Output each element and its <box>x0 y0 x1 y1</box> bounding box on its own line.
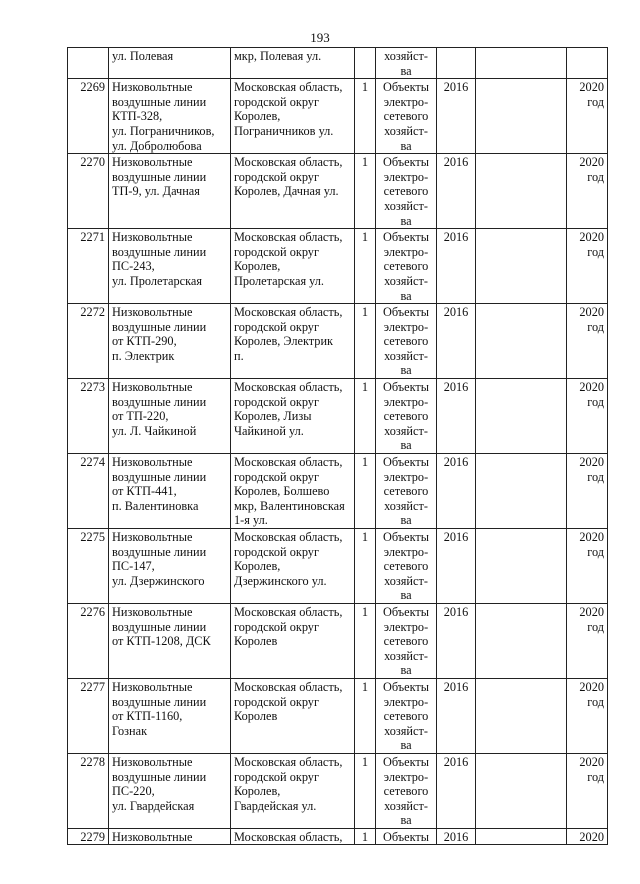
plan-year-cell: 2020 год <box>567 753 608 828</box>
empty-cell <box>476 229 567 304</box>
quantity-cell: 1 <box>355 454 376 529</box>
table-row <box>68 154 608 229</box>
object-type-cell: хозяйст- ва <box>376 48 437 79</box>
object-name-cell: Низковольтные воздушные линии ПС-220, ул. Гвардейская <box>109 753 231 828</box>
object-name-cell: Низковольтные воздушные линии от КТП-1160, Гознак <box>109 678 231 753</box>
plan-year-cell: 2020 год <box>567 154 608 229</box>
plan-year-cell: 2020 год <box>567 79 608 154</box>
empty-cell <box>476 678 567 753</box>
quantity-cell: 1 <box>355 603 376 678</box>
address-cell: Московская область, <box>231 828 355 845</box>
row-number-cell: 2275 <box>68 529 109 604</box>
empty-cell <box>476 529 567 604</box>
table-row <box>68 79 608 154</box>
object-type-cell: Объекты электро- сетевого хозяйст- ва <box>376 529 437 604</box>
table-row <box>68 379 608 454</box>
row-number-cell: 2273 <box>68 379 109 454</box>
object-name-cell: Низковольтные воздушные линии ПС-147, ул. Дзержинского <box>109 529 231 604</box>
plan-year-cell: 2020 год <box>567 603 608 678</box>
object-name-cell: Низковольтные воздушные линии ПС-243, ул. Пролетарская <box>109 229 231 304</box>
address-cell: Московская область, городской округ Королев, Болшево мкр, Валентиновская 1-я ул. <box>231 454 355 529</box>
table-row <box>68 304 608 379</box>
plan-year-cell: 2020 год <box>567 379 608 454</box>
year-cell <box>437 48 476 79</box>
address-cell: Московская область, городской округ Королев, Лизы Чайкиной ул. <box>231 379 355 454</box>
empty-cell <box>476 454 567 529</box>
address-cell: Московская область, городской округ Королев <box>231 603 355 678</box>
empty-cell <box>476 154 567 229</box>
quantity-cell: 1 <box>355 529 376 604</box>
object-name-cell: Низковольтные воздушные линии от КТП-1208, ДСК <box>109 603 231 678</box>
empty-cell <box>476 379 567 454</box>
table-row-continuation <box>68 48 608 79</box>
plan-year-cell: 2020 год <box>567 229 608 304</box>
plan-year-cell: 2020 год <box>567 678 608 753</box>
row-number-cell: 2276 <box>68 603 109 678</box>
plan-year-cell <box>567 48 608 79</box>
object-type-cell: Объекты электро- сетевого хозяйст- ва <box>376 229 437 304</box>
empty-cell <box>476 603 567 678</box>
quantity-cell: 1 <box>355 379 376 454</box>
quantity-cell: 1 <box>355 753 376 828</box>
object-type-cell: Объекты <box>376 828 437 845</box>
table-row <box>68 678 608 753</box>
object-type-cell: Объекты электро- сетевого хозяйст- ва <box>376 753 437 828</box>
quantity-cell: 1 <box>355 79 376 154</box>
object-type-cell: Объекты электро- сетевого хозяйст- ва <box>376 603 437 678</box>
address-cell: Московская область, городской округ Королев, Электрик п. <box>231 304 355 379</box>
object-name-cell: Низковольтные воздушные линии ТП-9, ул. Дачная <box>109 154 231 229</box>
row-number-cell: 2269 <box>68 79 109 154</box>
row-number-cell: 2277 <box>68 678 109 753</box>
address-cell: Московская область, городской округ Королев, Гвардейская ул. <box>231 753 355 828</box>
row-number-cell: 2272 <box>68 304 109 379</box>
empty-cell <box>476 828 567 845</box>
object-type-cell: Объекты электро- сетевого хозяйст- ва <box>376 678 437 753</box>
row-number-cell: 2279 <box>68 828 109 845</box>
year-cell: 2016 <box>437 678 476 753</box>
address-cell: Московская область, городской округ Королев, Пограничников ул. <box>231 79 355 154</box>
row-number-cell: 2270 <box>68 154 109 229</box>
object-name-cell: Низковольтные воздушные линии от КТП-290, п. Электрик <box>109 304 231 379</box>
object-name-cell: Низковольтные воздушные линии от ТП-220, ул. Л. Чайкиной <box>109 379 231 454</box>
object-type-cell: Объекты электро- сетевого хозяйст- ва <box>376 154 437 229</box>
page-number: 193 <box>310 30 330 45</box>
row-number-cell: 2274 <box>68 454 109 529</box>
row-number-cell: 2271 <box>68 229 109 304</box>
quantity-cell: 1 <box>355 678 376 753</box>
year-cell: 2016 <box>437 154 476 229</box>
object-name-cell: ул. Полевая <box>109 48 231 79</box>
year-cell: 2016 <box>437 529 476 604</box>
table-row-partial <box>68 828 608 845</box>
plan-year-cell: 2020 <box>567 828 608 845</box>
table-row <box>68 603 608 678</box>
table-row <box>68 529 608 604</box>
quantity-cell: 1 <box>355 229 376 304</box>
address-cell: Московская область, городской округ Королев, Дзержинского ул. <box>231 529 355 604</box>
year-cell: 2016 <box>437 454 476 529</box>
registry-table <box>67 47 608 845</box>
quantity-cell: 1 <box>355 154 376 229</box>
empty-cell <box>476 48 567 79</box>
quantity-cell: 1 <box>355 304 376 379</box>
empty-cell <box>476 304 567 379</box>
table-row <box>68 753 608 828</box>
year-cell: 2016 <box>437 753 476 828</box>
address-cell: мкр, Полевая ул. <box>231 48 355 79</box>
object-name-cell: Низковольтные воздушные линии КТП-328, ул. Пограничников, ул. Добролюбова <box>109 79 231 154</box>
object-name-cell: Низковольтные воздушные линии от КТП-441, п. Валентиновка <box>109 454 231 529</box>
object-type-cell: Объекты электро- сетевого хозяйст- ва <box>376 379 437 454</box>
quantity-cell <box>355 48 376 79</box>
year-cell: 2016 <box>437 79 476 154</box>
table-row <box>68 229 608 304</box>
address-cell: Московская область, городской округ Королев, Пролетарская ул. <box>231 229 355 304</box>
plan-year-cell: 2020 год <box>567 454 608 529</box>
object-type-cell: Объекты электро- сетевого хозяйст- ва <box>376 304 437 379</box>
year-cell: 2016 <box>437 379 476 454</box>
year-cell: 2016 <box>437 828 476 845</box>
row-number-cell <box>68 48 109 79</box>
year-cell: 2016 <box>437 229 476 304</box>
year-cell: 2016 <box>437 603 476 678</box>
empty-cell <box>476 753 567 828</box>
row-number-cell: 2278 <box>68 753 109 828</box>
plan-year-cell: 2020 год <box>567 529 608 604</box>
plan-year-cell: 2020 год <box>567 304 608 379</box>
object-type-cell: Объекты электро- сетевого хозяйст- ва <box>376 79 437 154</box>
empty-cell <box>476 79 567 154</box>
object-type-cell: Объекты электро- сетевого хозяйст- ва <box>376 454 437 529</box>
object-name-cell: Низковольтные <box>109 828 231 845</box>
address-cell: Московская область, городской округ Королев, Дачная ул. <box>231 154 355 229</box>
table-row <box>68 454 608 529</box>
quantity-cell: 1 <box>355 828 376 845</box>
year-cell: 2016 <box>437 304 476 379</box>
address-cell: Московская область, городской округ Королев <box>231 678 355 753</box>
